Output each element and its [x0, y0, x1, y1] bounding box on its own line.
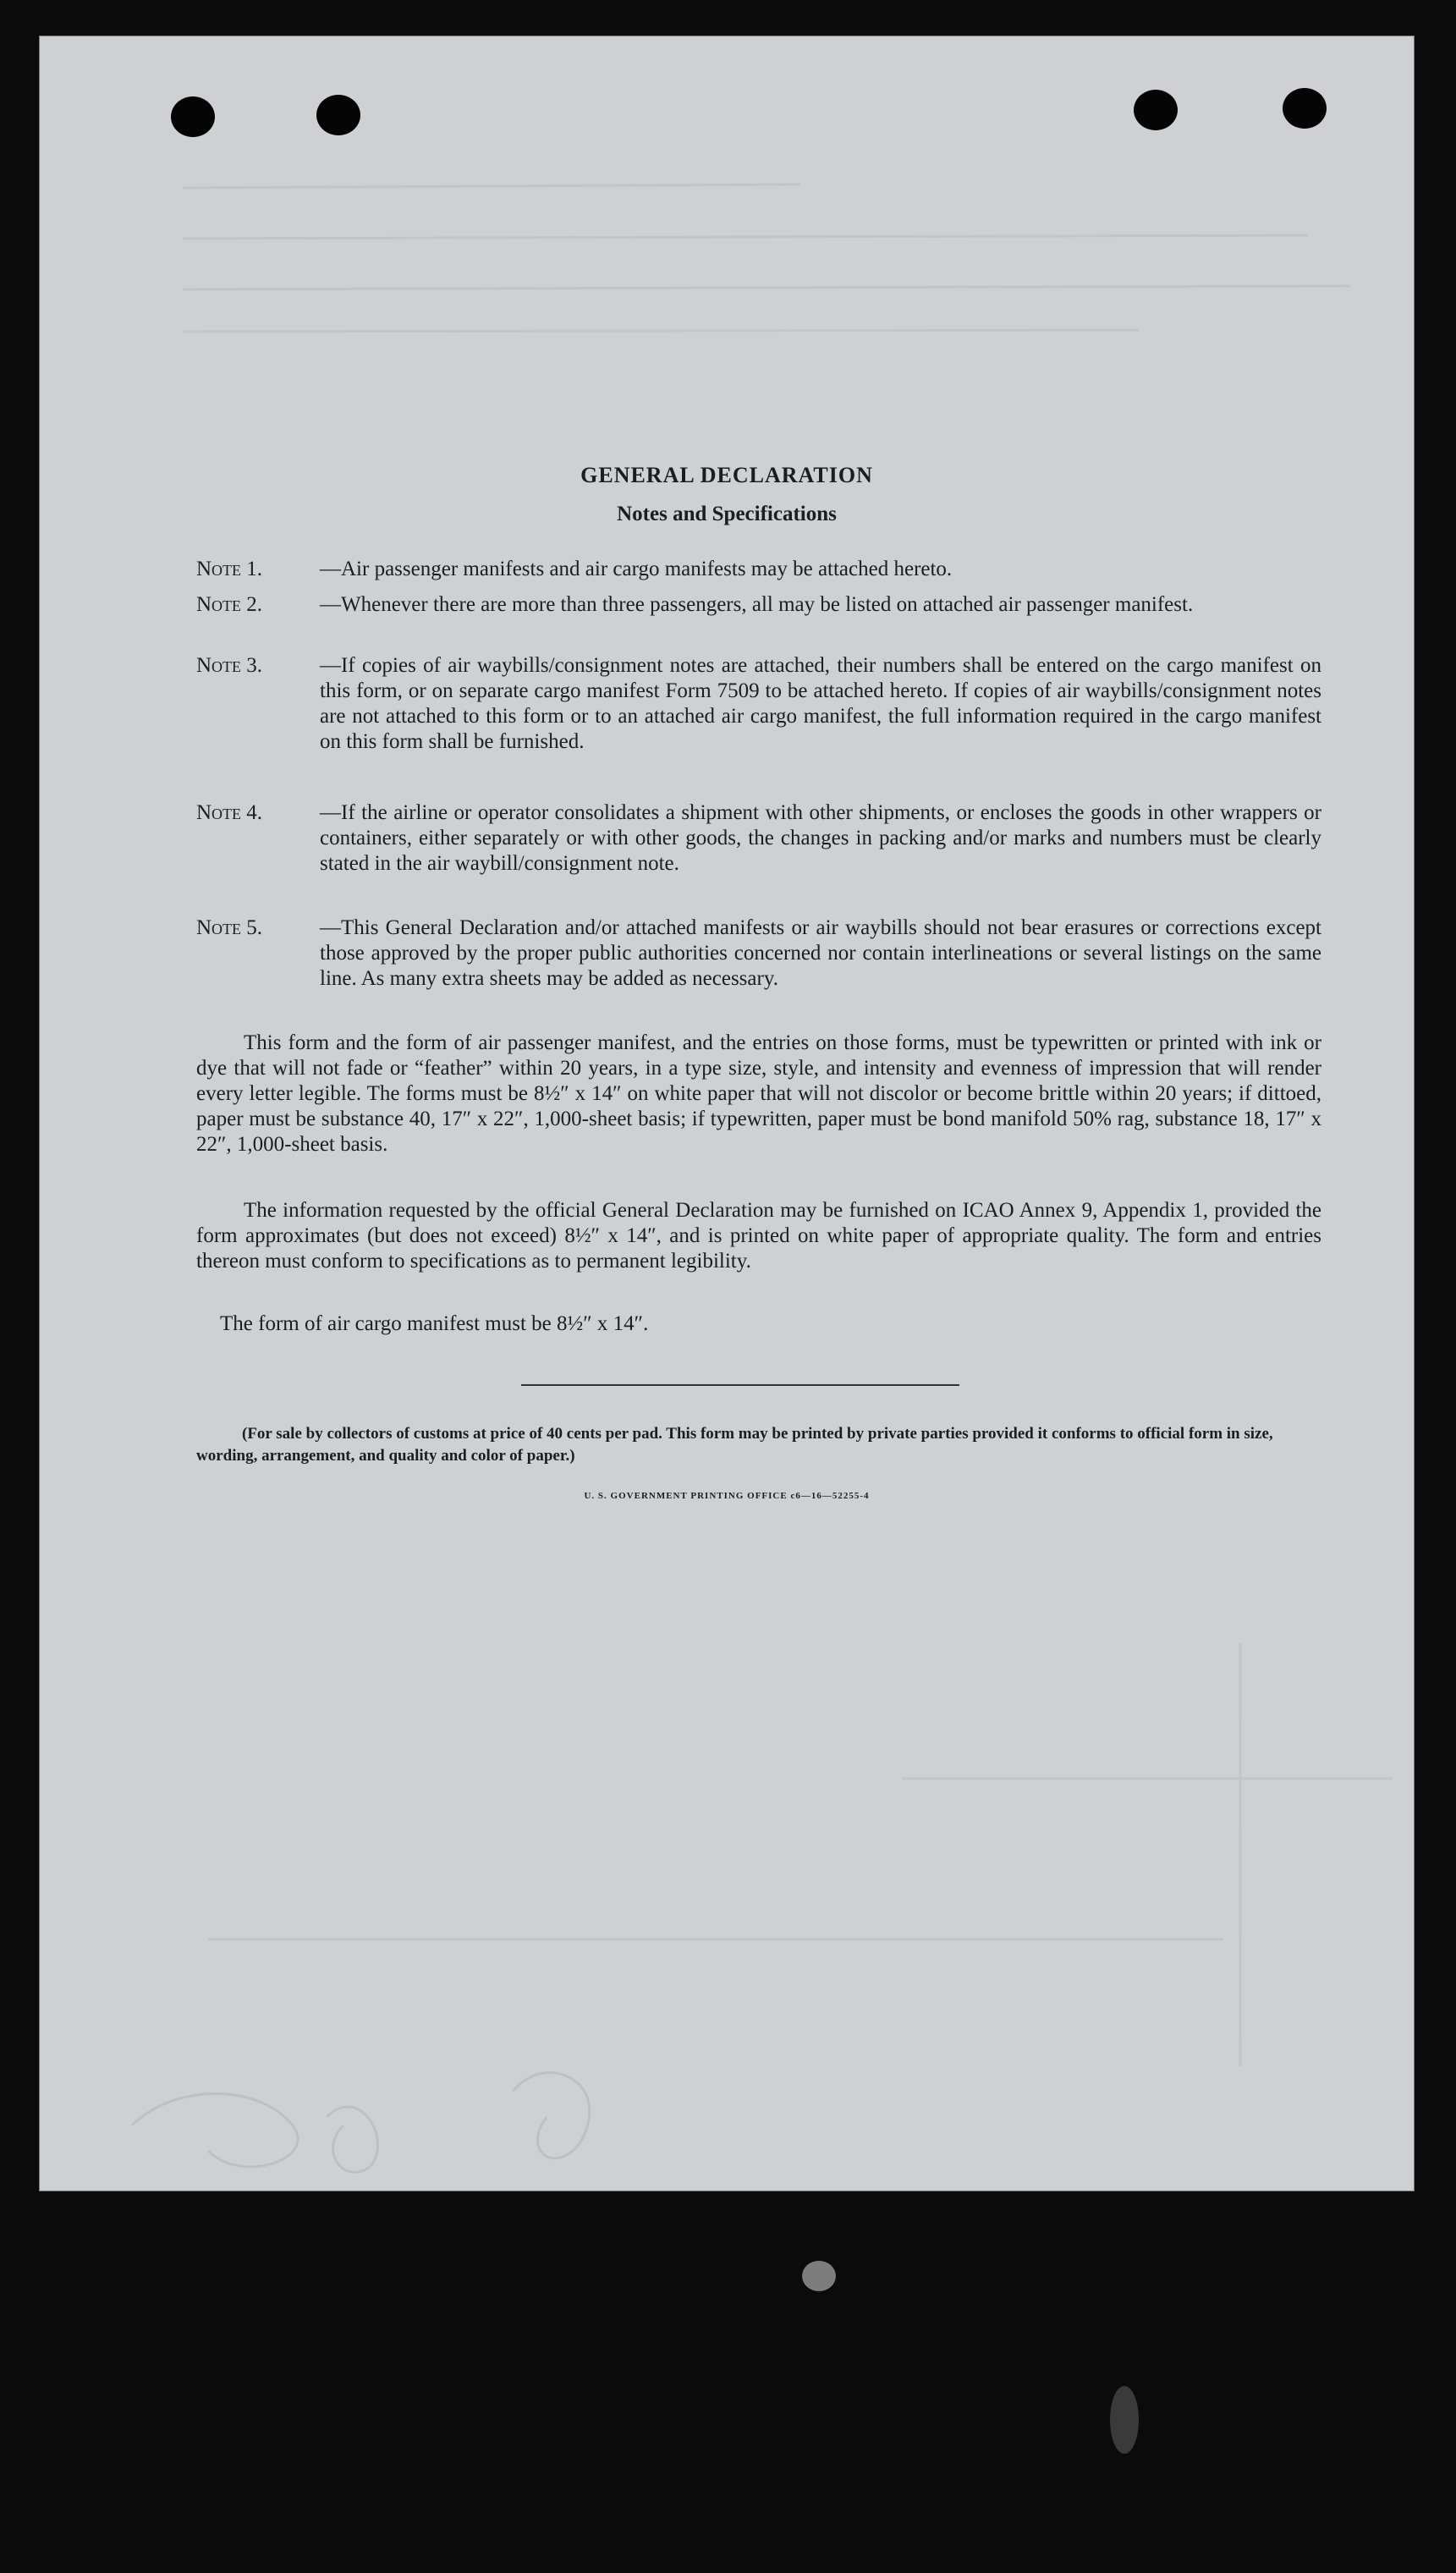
printer-imprint: U. S. GOVERNMENT PRINTING OFFICE c6—16—52255-4: [584, 1491, 870, 1501]
note-label: Note 1.: [196, 558, 263, 580]
divider-rule: [521, 1384, 959, 1386]
note-3: [196, 653, 1321, 755]
note-text: —If copies of air waybills/consignment notes are attached, their numbers shall be entered on the cargo manifest on this form, or on separate cargo manifest Form 7509 to be attached hereto. If copies of air waybills/consignment notes are not attached to this form or to an attached air cargo manifest, the full information required in the cargo manifest on this form shall be furnished.: [320, 654, 1321, 753]
paragraph-icao: The information requested by the official General Declaration may be furnished on ICAO Annex 9, Appendix 1, provided the form approximates (but does not exceed) 8½″ x 14″, and is printed on white paper of appropriate quality. The form and entries thereon must conform to specifications as to permanent legibility.: [196, 1199, 1321, 1273]
page-title: GENERAL DECLARATION: [580, 463, 873, 487]
note-label: Note 3.: [196, 654, 263, 677]
glare-mark: [1110, 2386, 1139, 2454]
note-2: [196, 592, 1321, 618]
paragraph-form-requirements: This form and the form of air passenger manifest, and the entries on those forms, must be typewritten or printed with ink or dye that will not fade or “feather” within 20 years, in a type size, style, and intensity and evenness of impression that will render every letter legible. The forms must be 8½″ x 14″ on white paper that will not discolor or become brittle within 20 years; if dittoed, paper must be substance 40, 17″ x 22″, 1,000-sheet basis; if typewritten, paper must be bond manifold 50% rag, substance 18, 17″ x 22″, 1,000-sheet basis.: [196, 1031, 1321, 1156]
note-text: —This General Declaration and/or attached manifests or air waybills should not bear erasures or corrections except those approved by the proper public authorities concerned nor contain interlineations or several listings on the same line. As many extra sheets may be added as necessary.: [320, 916, 1321, 990]
paragraph-cargo-manifest-size: The form of air cargo manifest must be 8½″ x 14″.: [220, 1312, 649, 1335]
note-text: —Whenever there are more than three passengers, all may be listed on attached air passenger manifest.: [320, 593, 1194, 616]
note-label: Note 2.: [196, 593, 263, 616]
document-content: [39, 36, 1415, 2191]
note-text: —If the airline or operator consolidates a shipment with other shipments, or encloses the goods in other wrappers or containers, either separately or with other goods, the changes in packing and/or marks and numbers must be clearly stated in the air waybill/consignment note.: [320, 801, 1321, 875]
sale-notice: (For sale by collectors of customs at price of 40 cents per pad. This form may be printed by private parties provided it conforms to official form in size, wording, arrangement, and quality and color of paper.): [196, 1425, 1273, 1465]
note-label: Note 4.: [196, 801, 263, 824]
document-page: [39, 36, 1415, 2191]
note-4: [196, 800, 1321, 877]
note-5: [196, 915, 1321, 992]
note-text: —Air passenger manifests and air cargo manifests may be attached hereto.: [320, 558, 953, 580]
page-subtitle: Notes and Specifications: [617, 503, 837, 525]
smudge-mark: [802, 2261, 836, 2291]
note-1: [196, 557, 1321, 582]
note-label: Note 5.: [196, 916, 263, 939]
